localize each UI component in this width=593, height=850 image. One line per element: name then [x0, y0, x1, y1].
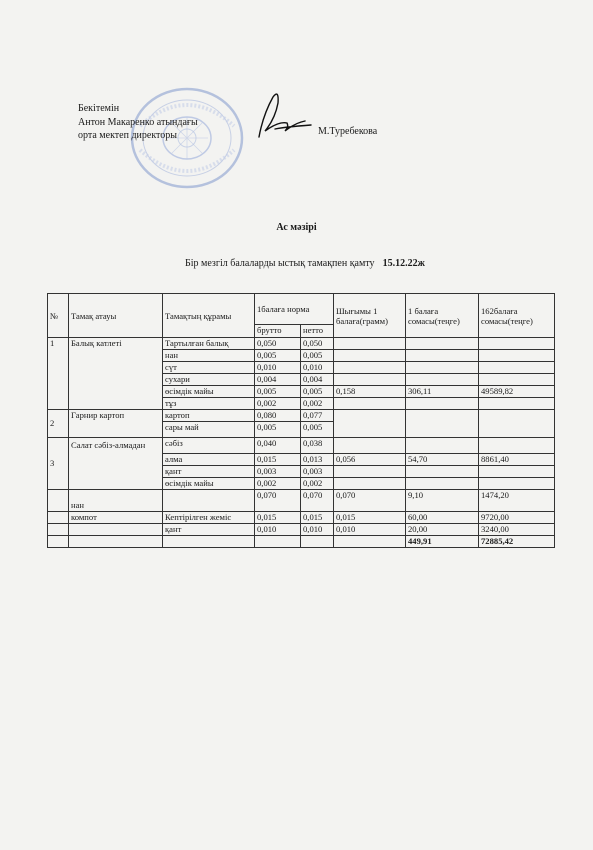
header-output: Шығымы 1 балаға(грамм): [334, 294, 406, 338]
ingredient-name: өсімдік майы: [163, 386, 255, 398]
brutto-value: 0,005: [255, 350, 301, 362]
cost162-value: 3240,00: [479, 524, 555, 536]
cost1-value: 54,70: [406, 454, 479, 466]
ingredient-name: нан: [163, 350, 255, 362]
row-num: 2: [48, 410, 69, 438]
netto-value: 0,013: [301, 454, 334, 466]
header-composition: Тамақтың құрамы: [163, 294, 255, 338]
approval-line-3: орта мектеп директоры: [78, 130, 178, 141]
header-netto: нетто: [301, 325, 334, 338]
ingredient-name: сары май: [163, 422, 255, 438]
brutto-value: 0,002: [255, 398, 301, 410]
menu-subtitle: [185, 258, 425, 269]
menu-table: [47, 293, 555, 548]
netto-value: 0,038: [301, 438, 334, 454]
brutto-value: 0,015: [255, 454, 301, 466]
ingredient-name: қант: [163, 466, 255, 478]
header-row: [48, 294, 555, 325]
table-row: [48, 410, 555, 422]
netto-value: 0,010: [301, 524, 334, 536]
cost162-value: 8861,40: [479, 454, 555, 466]
row-num: 1: [48, 338, 69, 410]
ingredient-name: өсімдік майы: [163, 478, 255, 490]
cost1-value: 20,00: [406, 524, 479, 536]
cost1-value: 60,00: [406, 512, 479, 524]
netto-value: 0,003: [301, 466, 334, 478]
netto-value: 0,010: [301, 362, 334, 374]
ingredient-name: картоп: [163, 410, 255, 422]
netto-value: 0,002: [301, 478, 334, 490]
header-cost1: 1 балаға сомасы(теңге): [406, 294, 479, 338]
brutto-value: 0,070: [255, 490, 301, 512]
ingredient-name: қант: [163, 524, 255, 536]
ingredient-name: сухари: [163, 374, 255, 386]
header-dish: Тамақ атауы: [69, 294, 163, 338]
approval-line-2: Антон Макаренко атындағы: [78, 116, 198, 128]
cost162-value: 9720,00: [479, 512, 555, 524]
brutto-value: 0,003: [255, 466, 301, 478]
header-num: №: [48, 294, 69, 338]
signer-name: М.Туребекова: [318, 126, 378, 137]
brutto-value: 0,004: [255, 374, 301, 386]
header-cost162: 162балаға сомасы(теңге): [479, 294, 555, 338]
approval-block: [78, 102, 198, 143]
cost162-value: 1474,20: [479, 490, 555, 512]
total-cost1: 449,91: [406, 536, 479, 548]
header-brutto: брутто: [255, 325, 301, 338]
brutto-value: 0,015: [255, 512, 301, 524]
header-norm: 1балаға норма: [255, 294, 334, 325]
ingredient-name: сәбіз: [163, 438, 255, 454]
netto-value: 0,050: [301, 338, 334, 350]
output-value: 0,056: [334, 454, 406, 466]
menu-title: Ас мәзірі: [276, 222, 317, 233]
ingredient-name: Тартылған балық: [163, 338, 255, 350]
total-cost162: 72885,42: [479, 536, 555, 548]
netto-value: 0,004: [301, 374, 334, 386]
cost1-value: 306,11: [406, 386, 479, 398]
ingredient-name: тұз: [163, 398, 255, 410]
netto-value: 0,015: [301, 512, 334, 524]
row-num: 3: [48, 438, 69, 490]
netto-value: 0,005: [301, 422, 334, 438]
output-value: 0,070: [334, 490, 406, 512]
netto-value: 0,002: [301, 398, 334, 410]
brutto-value: 0,005: [255, 422, 301, 438]
cost1-value: 9,10: [406, 490, 479, 512]
brutto-value: 0,080: [255, 410, 301, 422]
dish-name: компот: [69, 512, 163, 524]
output-value: 0,158: [334, 386, 406, 398]
brutto-value: 0,050: [255, 338, 301, 350]
dish-name: Гарнир картоп: [69, 410, 163, 438]
brutto-value: 0,010: [255, 524, 301, 536]
table-row: [48, 490, 555, 512]
brutto-value: 0,010: [255, 362, 301, 374]
approval-line-1: Бекітемін: [78, 103, 120, 114]
brutto-value: 0,002: [255, 478, 301, 490]
netto-value: 0,070: [301, 490, 334, 512]
table-row: [48, 524, 555, 536]
output-value: 0,010: [334, 524, 406, 536]
dish-name: [69, 524, 163, 536]
table-row: [48, 438, 555, 454]
menu-date: 15.12.22ж: [382, 258, 425, 269]
total-row: [48, 536, 555, 548]
dish-name: Салат сәбіз-алмадан: [69, 438, 163, 490]
subtitle-text: Бір мезгіл балаларды ыстық тамақпен қамту: [185, 258, 375, 269]
ingredient-name: алма: [163, 454, 255, 466]
netto-value: 0,077: [301, 410, 334, 422]
dish-name: нан: [69, 490, 163, 512]
netto-value: 0,005: [301, 386, 334, 398]
dish-name: Балық катлеті: [69, 338, 163, 410]
ingredient-name: Кептірілген жеміс: [163, 512, 255, 524]
cost162-value: 49589,82: [479, 386, 555, 398]
ingredient-name: сүт: [163, 362, 255, 374]
brutto-value: 0,005: [255, 386, 301, 398]
table-row: [48, 338, 555, 350]
director-signature: [245, 85, 315, 145]
table-row: [48, 512, 555, 524]
netto-value: 0,005: [301, 350, 334, 362]
output-value: 0,015: [334, 512, 406, 524]
brutto-value: 0,040: [255, 438, 301, 454]
